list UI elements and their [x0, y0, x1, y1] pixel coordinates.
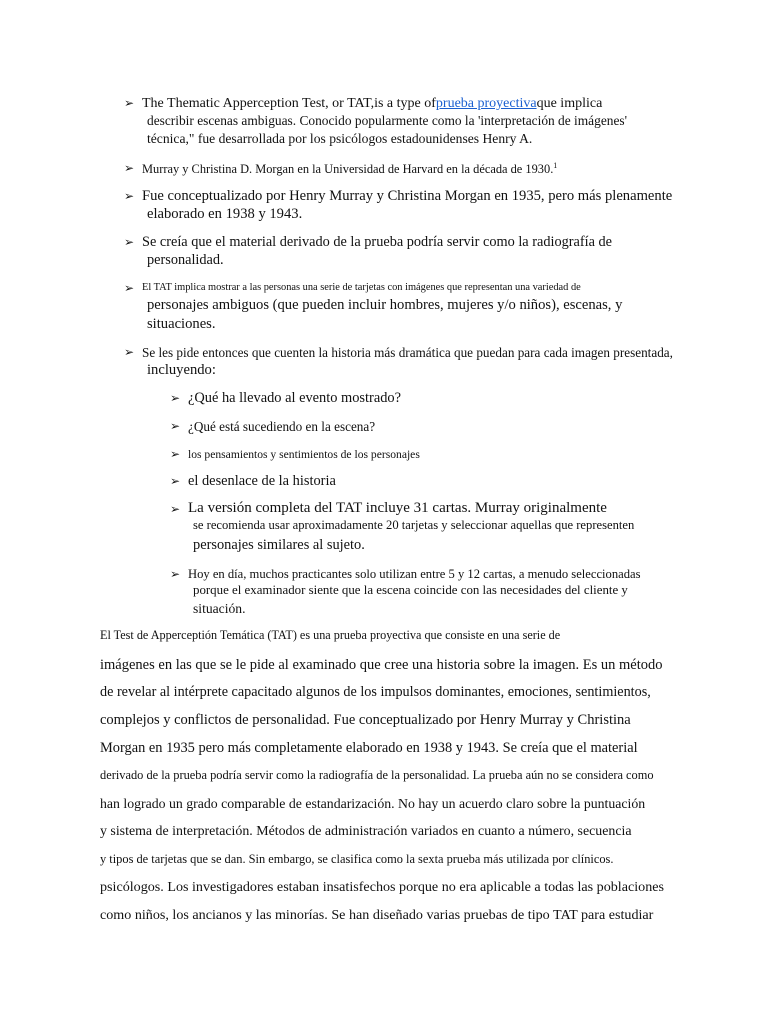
paragraph-line: de revelar al intérprete capacitado algunos de los impulsos dominantes, emociones, sentimientos,: [100, 684, 651, 700]
bullet-4-line-2: personalidad.: [147, 252, 224, 268]
paragraph-line: han logrado un grado comparable de estandarización. No hay un acuerdo claro sobre la puntuación: [100, 796, 646, 811]
prueba-proyectiva-link[interactable]: prueba proyectiva: [435, 96, 537, 111]
sub-bullet-5-line-3: personajes similares al sujeto.: [193, 537, 365, 553]
paragraph-line: como niños, los ancianos y las minorías. Se han diseñado varias pruebas de tipo TAT para estudiar: [100, 907, 654, 923]
arrow-bullet-icon: ➢: [170, 474, 181, 488]
arrow-bullet-icon: ➢: [124, 281, 135, 295]
paragraph-line: derivado de la prueba podría servir como la radiografía de la personalidad. La prueba aún no se considera como: [100, 768, 654, 782]
arrow-bullet-icon: ➢: [124, 345, 135, 359]
bullet-5-line-1: El TAT implica mostrar a las personas una serie de tarjetas con imágenes que representan una variedad de: [142, 282, 581, 293]
sub-bullet-1-line-1: ¿Qué ha llevado al evento mostrado?: [188, 390, 401, 406]
bullet-2-line-1: [142, 160, 558, 176]
bullet-5-line-2: personajes ambiguos (que pueden incluir hombres, mujeres y/o niños), escenas, y: [147, 297, 623, 313]
bullet-3-line-2: elaborado en 1938 y 1943.: [147, 206, 303, 222]
arrow-bullet-icon: ➢: [124, 96, 135, 110]
arrow-bullet-icon: ➢: [170, 567, 181, 581]
arrow-bullet-icon: ➢: [124, 235, 135, 249]
bullet-6-line-1: Se les pide entonces que cuenten la historia más dramática que puedan para cada imagen presentada,: [142, 345, 673, 360]
bullet-4-line-1: Se creía que el material derivado de la prueba podría servir como la radiografía de: [142, 234, 612, 250]
sub-bullet-5-line-2: se recomienda usar aproximadamente 20 tarjetas y seleccionar aquellas que representen: [193, 518, 635, 532]
sub-bullet-4-line-1: el desenlace de la historia: [188, 473, 336, 489]
footnote-marker[interactable]: 1: [553, 160, 558, 170]
sub-bullet-6-line-2: porque el examinador siente que la escena coincide con las necesidades del cliente y: [193, 583, 628, 597]
paragraph-line: complejos y conflictos de personalidad. Fue conceptualizado por Henry Murray y Christina: [100, 712, 631, 728]
paragraph-line: y sistema de interpretación. Métodos de administración variados en cuanto a número, secuencia: [100, 824, 632, 839]
bullet-6-line-2: incluyendo:: [147, 362, 216, 378]
paragraph-line: y tipos de tarjetas que se dan. Sin embargo, se clasifica como la sexta prueba más utilizada por clínicos.: [100, 852, 614, 866]
bullet-3-line-1: Fue conceptualizado por Henry Murray y Christina Morgan en 1935, pero más plenamente: [142, 188, 673, 204]
sub-bullet-6-line-3: situación.: [193, 601, 246, 616]
paragraph-line: El Test de Apperceptión Temática (TAT) es una prueba proyectiva que consiste en una serie de: [100, 628, 561, 642]
sub-bullet-6-line-1: Hoy en día, muchos practicantes solo utilizan entre 5 y 12 cartas, a menudo seleccionadas: [188, 567, 641, 581]
paragraph-line: psicólogos. Los investigadores estaban insatisfechos porque no era aplicable a todas las poblaciones: [100, 879, 664, 895]
bullet-1-line-3: técnica," fue desarrollada por los psicólogos estadounidenses Henry A.: [147, 131, 533, 146]
bullet-1-text-post: que implica: [536, 96, 603, 111]
arrow-bullet-icon: ➢: [124, 161, 135, 175]
arrow-bullet-icon: ➢: [170, 419, 181, 433]
arrow-bullet-icon: ➢: [124, 189, 135, 203]
arrow-bullet-icon: ➢: [170, 502, 181, 516]
sub-bullet-5-line-1: La versión completa del TAT incluye 31 cartas. Murray originalmente: [188, 500, 607, 516]
sub-bullet-2-line-1: ¿Qué está sucediendo en la escena?: [188, 419, 376, 434]
bullet-2-text: Murray y Christina D. Morgan en la Universidad de Harvard en la década de 1930.: [142, 162, 554, 176]
paragraph-line: Morgan en 1935 pero más completamente elaborado en 1938 y 1943. Se creía que el material: [100, 740, 638, 756]
bullet-1-line-1: [142, 97, 602, 111]
arrow-bullet-icon: ➢: [170, 447, 181, 461]
paragraph-line: imágenes en las que se le pide al examinado que cree una historia sobre la imagen. Es un método: [100, 657, 663, 673]
bullet-1-line-2: describir escenas ambiguas. Conocido popularmente como la 'interpretación de imágenes': [147, 113, 628, 128]
arrow-bullet-icon: ➢: [170, 391, 181, 405]
sub-bullet-3-line-1: los pensamientos y sentimientos de los personajes: [188, 448, 420, 461]
bullet-5-line-3: situaciones.: [147, 316, 216, 332]
bullet-1-text-pre: The Thematic Apperception Test, or TAT,is a type of: [142, 96, 436, 111]
